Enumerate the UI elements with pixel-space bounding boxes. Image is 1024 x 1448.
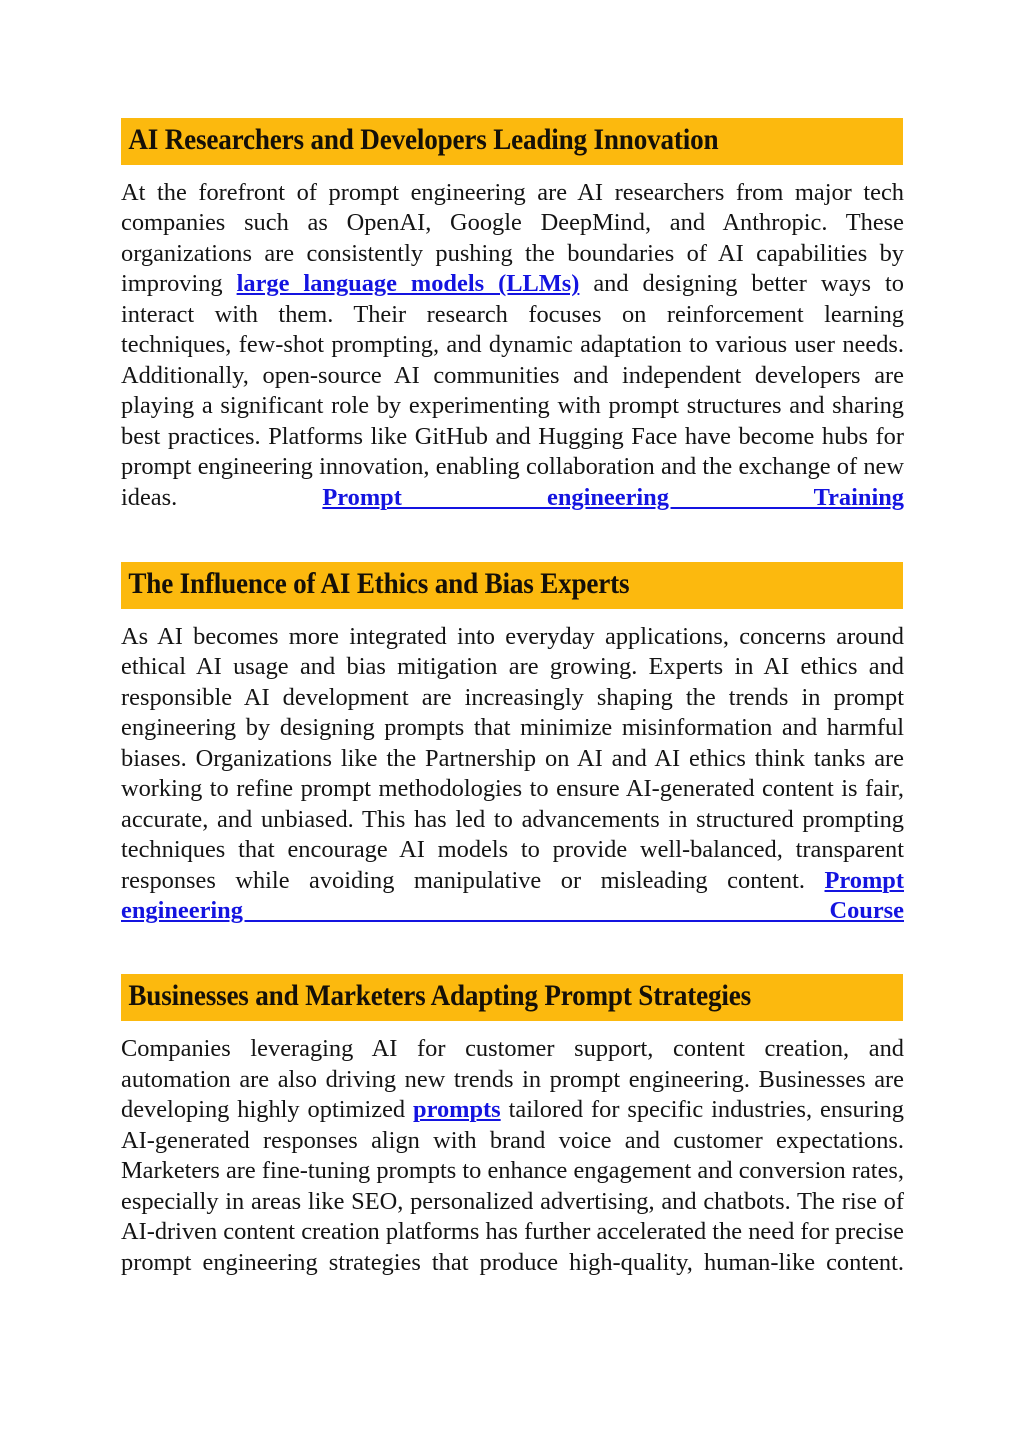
- section-3-text-part-1: Companies leveraging AI for customer support, content creation, and automation are also driving new trends in prompt engineering. Businesses are developing highly optimized: [121, 1035, 904, 1124]
- spacer-2: [121, 957, 904, 974]
- section-1-text-part-1: At the forefront of prompt engineering are AI researchers from major tech companies such as OpenAI, Google DeepMind, and Anthropic. These organizations are consistently pushing the boundaries of AI capabilities by improving: [121, 178, 904, 298]
- section-1-heading-wrap: [121, 118, 904, 165]
- section-heading-ai-researchers: AI Researchers and Developers Leading Innovation: [121, 118, 903, 165]
- document-content: [121, 118, 904, 1309]
- link-prompt-engineering-training[interactable]: Prompt engineering Training: [322, 483, 904, 511]
- section-1-text-part-2: and designing better ways to interact with them. Their research focuses on reinforcement learning techniques, few-shot prompting, and dynamic adaptation to various user needs. Additionally, open-source AI communities and independent developers are playing a significant role by experimenting with prompt structures and sharing best practices. Platforms like GitHub and Hugging Face have become hubs for prompt engineering innovation, enabling collaboration and the exchange of new ideas.: [121, 270, 904, 511]
- section-1-paragraph: [121, 178, 904, 544]
- section-3-text-part-2: tailored for specific industries, ensuring AI-generated responses align with brand voice and customer expectations. Marketers are fine-tuning prompts to enhance engagement and conversion rates, especially in areas like SEO, personalized advertising, and chatbots. The rise of AI-driven content creation platforms has further accelerated the need for precise prompt engineering strategies that produce high-quality, human-like content.: [121, 1096, 904, 1276]
- section-2-text-part-1: As AI becomes more integrated into everyday applications, concerns around ethical AI usage and bias mitigation are growing. Experts in AI ethics and responsible AI development are increasingly shaping the trends in prompt engineering by designing prompts that minimize misinformation and harmful biases. Organizations like the Partnership on AI and AI ethics think tanks are working to refine prompt methodologies to ensure AI-generated content is fair, accurate, and unbiased. This has led to advancements in structured prompting techniques that encourage AI models to provide well-balanced, transparent responses while avoiding manipulative or misleading content.: [121, 622, 904, 894]
- section-3-heading-wrap: [121, 974, 904, 1021]
- section-2-paragraph: [121, 622, 904, 958]
- spacer-1: [121, 544, 904, 562]
- link-prompt-engineering-course[interactable]: Prompt engineering Course: [121, 866, 904, 925]
- link-prompts[interactable]: prompts: [413, 1096, 501, 1124]
- section-heading-ai-ethics: The Influence of AI Ethics and Bias Experts: [121, 562, 903, 609]
- section-3-paragraph: [121, 1034, 904, 1309]
- link-large-language-models[interactable]: large language models (LLMs): [236, 270, 580, 298]
- section-heading-businesses-marketers: Businesses and Marketers Adapting Prompt Strategies: [121, 974, 903, 1021]
- section-2-heading-wrap: [121, 562, 904, 609]
